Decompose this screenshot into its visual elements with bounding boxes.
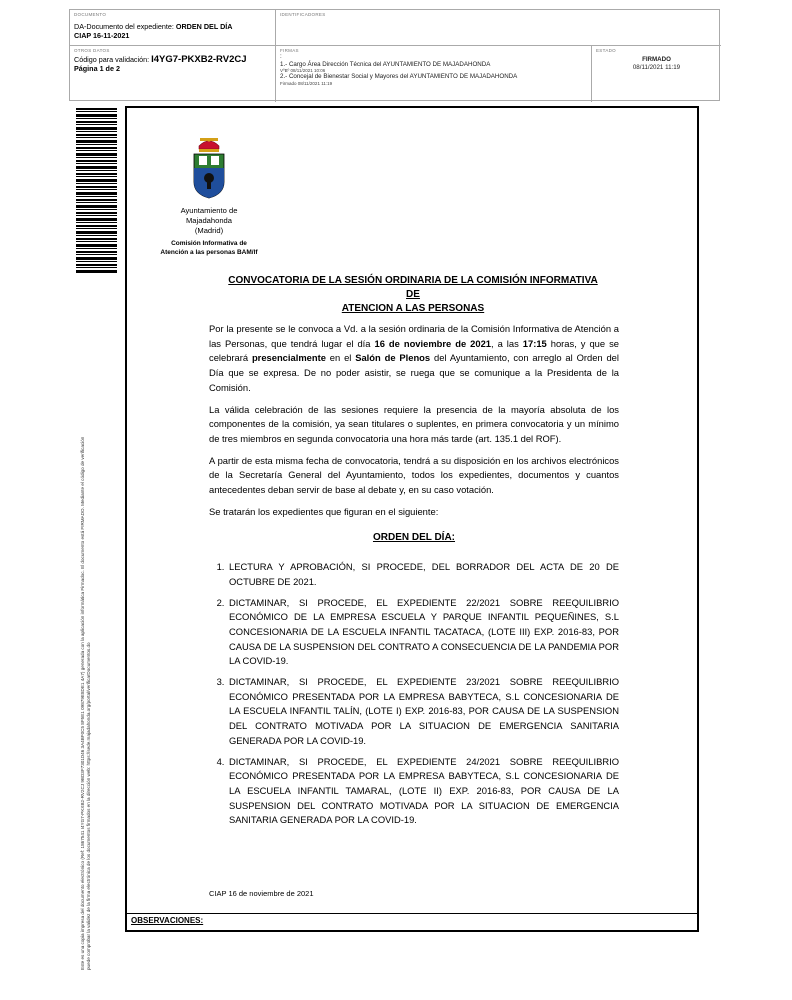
agenda-item: 1. LECTURA Y APROBACIÓN, SI PROCEDE, DEL BORRADOR DEL ACTA DE 20 DE OCTUBRE DE 2021. xyxy=(227,560,619,589)
signature-2-date: Firmado 08/11/2021 11:19 xyxy=(280,80,333,86)
paragraph-quorum: La válida celebración de las sesiones requiere la presencia de la mayoría absoluta de los componentes de la comisión, ya sean titulares o suplentes, en primera convocatoria y un mínimo de tres miembros en segunda convocatoria una hora más tarde (art. 135.1 del ROF). xyxy=(209,403,619,444)
municipality-line-1: Ayuntamiento de xyxy=(180,206,238,215)
session-time: 17:15 xyxy=(522,337,547,349)
footer-date: CIAP 16 de noviembre de 2021 xyxy=(209,889,314,898)
other-data-label: OTROS DATOS xyxy=(74,48,110,53)
signature-2: 2.- Concejal de Bienestar Social y Mayores del AYUNTAMIENTO DE MAJADAHONDA xyxy=(280,73,518,81)
status-value: FIRMADO xyxy=(642,56,671,63)
signature-1-date: VºBº 08/11/2021 10:06 xyxy=(280,68,326,73)
document-cell xyxy=(70,10,276,46)
department-name xyxy=(147,239,271,257)
agenda-list xyxy=(209,560,619,828)
document-heading xyxy=(221,274,605,316)
document-body xyxy=(209,322,619,834)
document-label: DOCUMENTO xyxy=(74,12,107,17)
identifiers-cell xyxy=(276,10,721,46)
status-label: ESTADO xyxy=(596,48,616,53)
paragraph-documents: A partir de esta misma fecha de convocatoria, tendrá a su disposición en los archivos electrónicos de la Secretaría General del Ayuntamiento, todos los expedientes, documentos y cuantos antecedentes deban servir de base al debate y, en su caso votación. xyxy=(209,454,619,496)
signatures-cell xyxy=(276,46,592,102)
barcode-icon xyxy=(76,108,117,274)
document-prefix: DA-Documento del expediente: xyxy=(74,22,176,31)
validation-code-prefix: Código para validación: xyxy=(74,55,152,64)
verification-line-1: Este es una copia impresa del documento electrónico (Ref: 1867541 I4YG7-PKXB2-RV2CJ 9BD3F7301D46 3A4BF0C5 8F5E1 09879E8DE1 4A7) generada con la aplicación informática Firmadoc. El documento está FIRMADO. Mediante el código de verificación xyxy=(80,436,85,970)
municipality-line-3: (Madrid) xyxy=(194,226,224,235)
municipality-line-2: Majadahonda xyxy=(185,216,233,225)
session-place: Salón de Plenos xyxy=(355,352,431,364)
paragraph-intro: Se tratarán los expedientes que figuran en el siguiente: xyxy=(209,505,439,517)
department-line-2: Atención a las personas BAM/lf xyxy=(160,249,258,256)
agenda-title: ORDEN DEL DÍA: xyxy=(372,532,456,544)
document-title: ORDEN DEL DÍA xyxy=(175,22,233,31)
signatures-label: FIRMAS xyxy=(280,48,299,53)
signatures-colon: : xyxy=(280,53,282,60)
agenda-item: 3. DICTAMINAR, SI PROCEDE, EL EXPEDIENTE 23/2021 SOBRE REEQUILIBRIO ECONÓMICO PRESENTADA POR LA EMPRESA BABYTECA, S.L CONCESIONARIA DE LA ESCUELA INFANTIL TALÍN, (LOTE I) EXP. 2016-83, POR CAUSA DE LA SUSPENSION DEL CONTRATO MOTIVADA POR LA SITUACION DE EMERGENCIA SANITARIA GENERADA POR LA COVID-19. xyxy=(227,675,619,749)
verification-line-2: puede comprobar la validez de la firma electrónica de los documentos firmados en la dirección web: https://sede.majadahonda.org/portal/verificarDocumentos.do xyxy=(86,642,91,970)
identifiers-label: IDENTIFICADORES xyxy=(280,12,326,17)
verification-sidebar xyxy=(80,280,92,970)
signature-1: 1.- Cargo Área Dirección Técnica del AYUNTAMIENTO DE MAJADAHONDA xyxy=(280,60,491,68)
other-data-cell xyxy=(70,46,276,102)
status-date: 08/11/2021 11:19 xyxy=(632,63,681,71)
page-number: Página 1 de 2 xyxy=(74,63,120,73)
session-mode: presencialmente xyxy=(251,352,326,364)
session-date: 16 de noviembre de 2021 xyxy=(374,337,492,349)
validation-code: I4YG7-PKXB2-RV2CJ xyxy=(151,54,247,65)
status-cell xyxy=(592,46,721,102)
department-line-1: Comisión Informativa de xyxy=(171,240,247,247)
document-page xyxy=(125,106,699,932)
agenda-item: 2. DICTAMINAR, SI PROCEDE, EL EXPEDIENTE 22/2021 SOBRE REEQUILIBRIO ECONÓMICO DE LA EMPRESA ESCUELA Y PARQUE INFANTIL PEQUEÑINES, S.L CONCESIONARIA DE LA ESCUELA INFANTIL TACATACA, (LOTE III) EXP. 2016-83, POR CAUSA DE LA SUSPENSION DEL CONTRATO A CONSECUENCIA DE LA PANDEMIA POR LA COVID-19. xyxy=(227,596,619,670)
agenda-item: 4. DICTAMINAR, SI PROCEDE, EL EXPEDIENTE 24/2021 SOBRE REEQUILIBRIO ECONÓMICO PRESENTADA POR LA EMPRESA BABYTECA, S.L CONCESIONARIA DE LA ESCUELA INFANTIL TAMARAL, (LOTE II) EXP. 2016-83, POR CAUSA DE LA SUSPENSION DEL CONTRATO MOTIVADA POR LA SITUACION DE EMERGENCIA SANITARIA GENERADA POR LA COVID-19. xyxy=(227,755,619,829)
municipality-name xyxy=(147,206,271,236)
paragraph-convocation: Por la presente se le convoca a Vd. a la sesión ordinaria de la Comisión Informativa de Atención a las Personas, que tendrá lugar el día 16 de noviembre de 2021, a las 17:15 horas, y que se celebrará presencialmente en el Salón de Plenos del Ayuntamiento, con arreglo al Orden del Día que se expresa. De no poder asistir, se ruega que se comunique a la Presidenta de la Comisión. xyxy=(209,323,619,393)
coat-of-arms-icon xyxy=(191,136,227,200)
observations-label: OBSERVACIONES: xyxy=(127,913,697,930)
document-subtitle: CIAP 16-11-2021 xyxy=(74,30,130,40)
heading-line-1: CONVOCATORIA DE LA SESIÓN ORDINARIA DE LA COMISIÓN INFORMATIVA DE xyxy=(228,275,598,300)
heading-line-2: ATENCION A LAS PERSONAS xyxy=(341,303,485,314)
signature-header xyxy=(69,9,720,101)
